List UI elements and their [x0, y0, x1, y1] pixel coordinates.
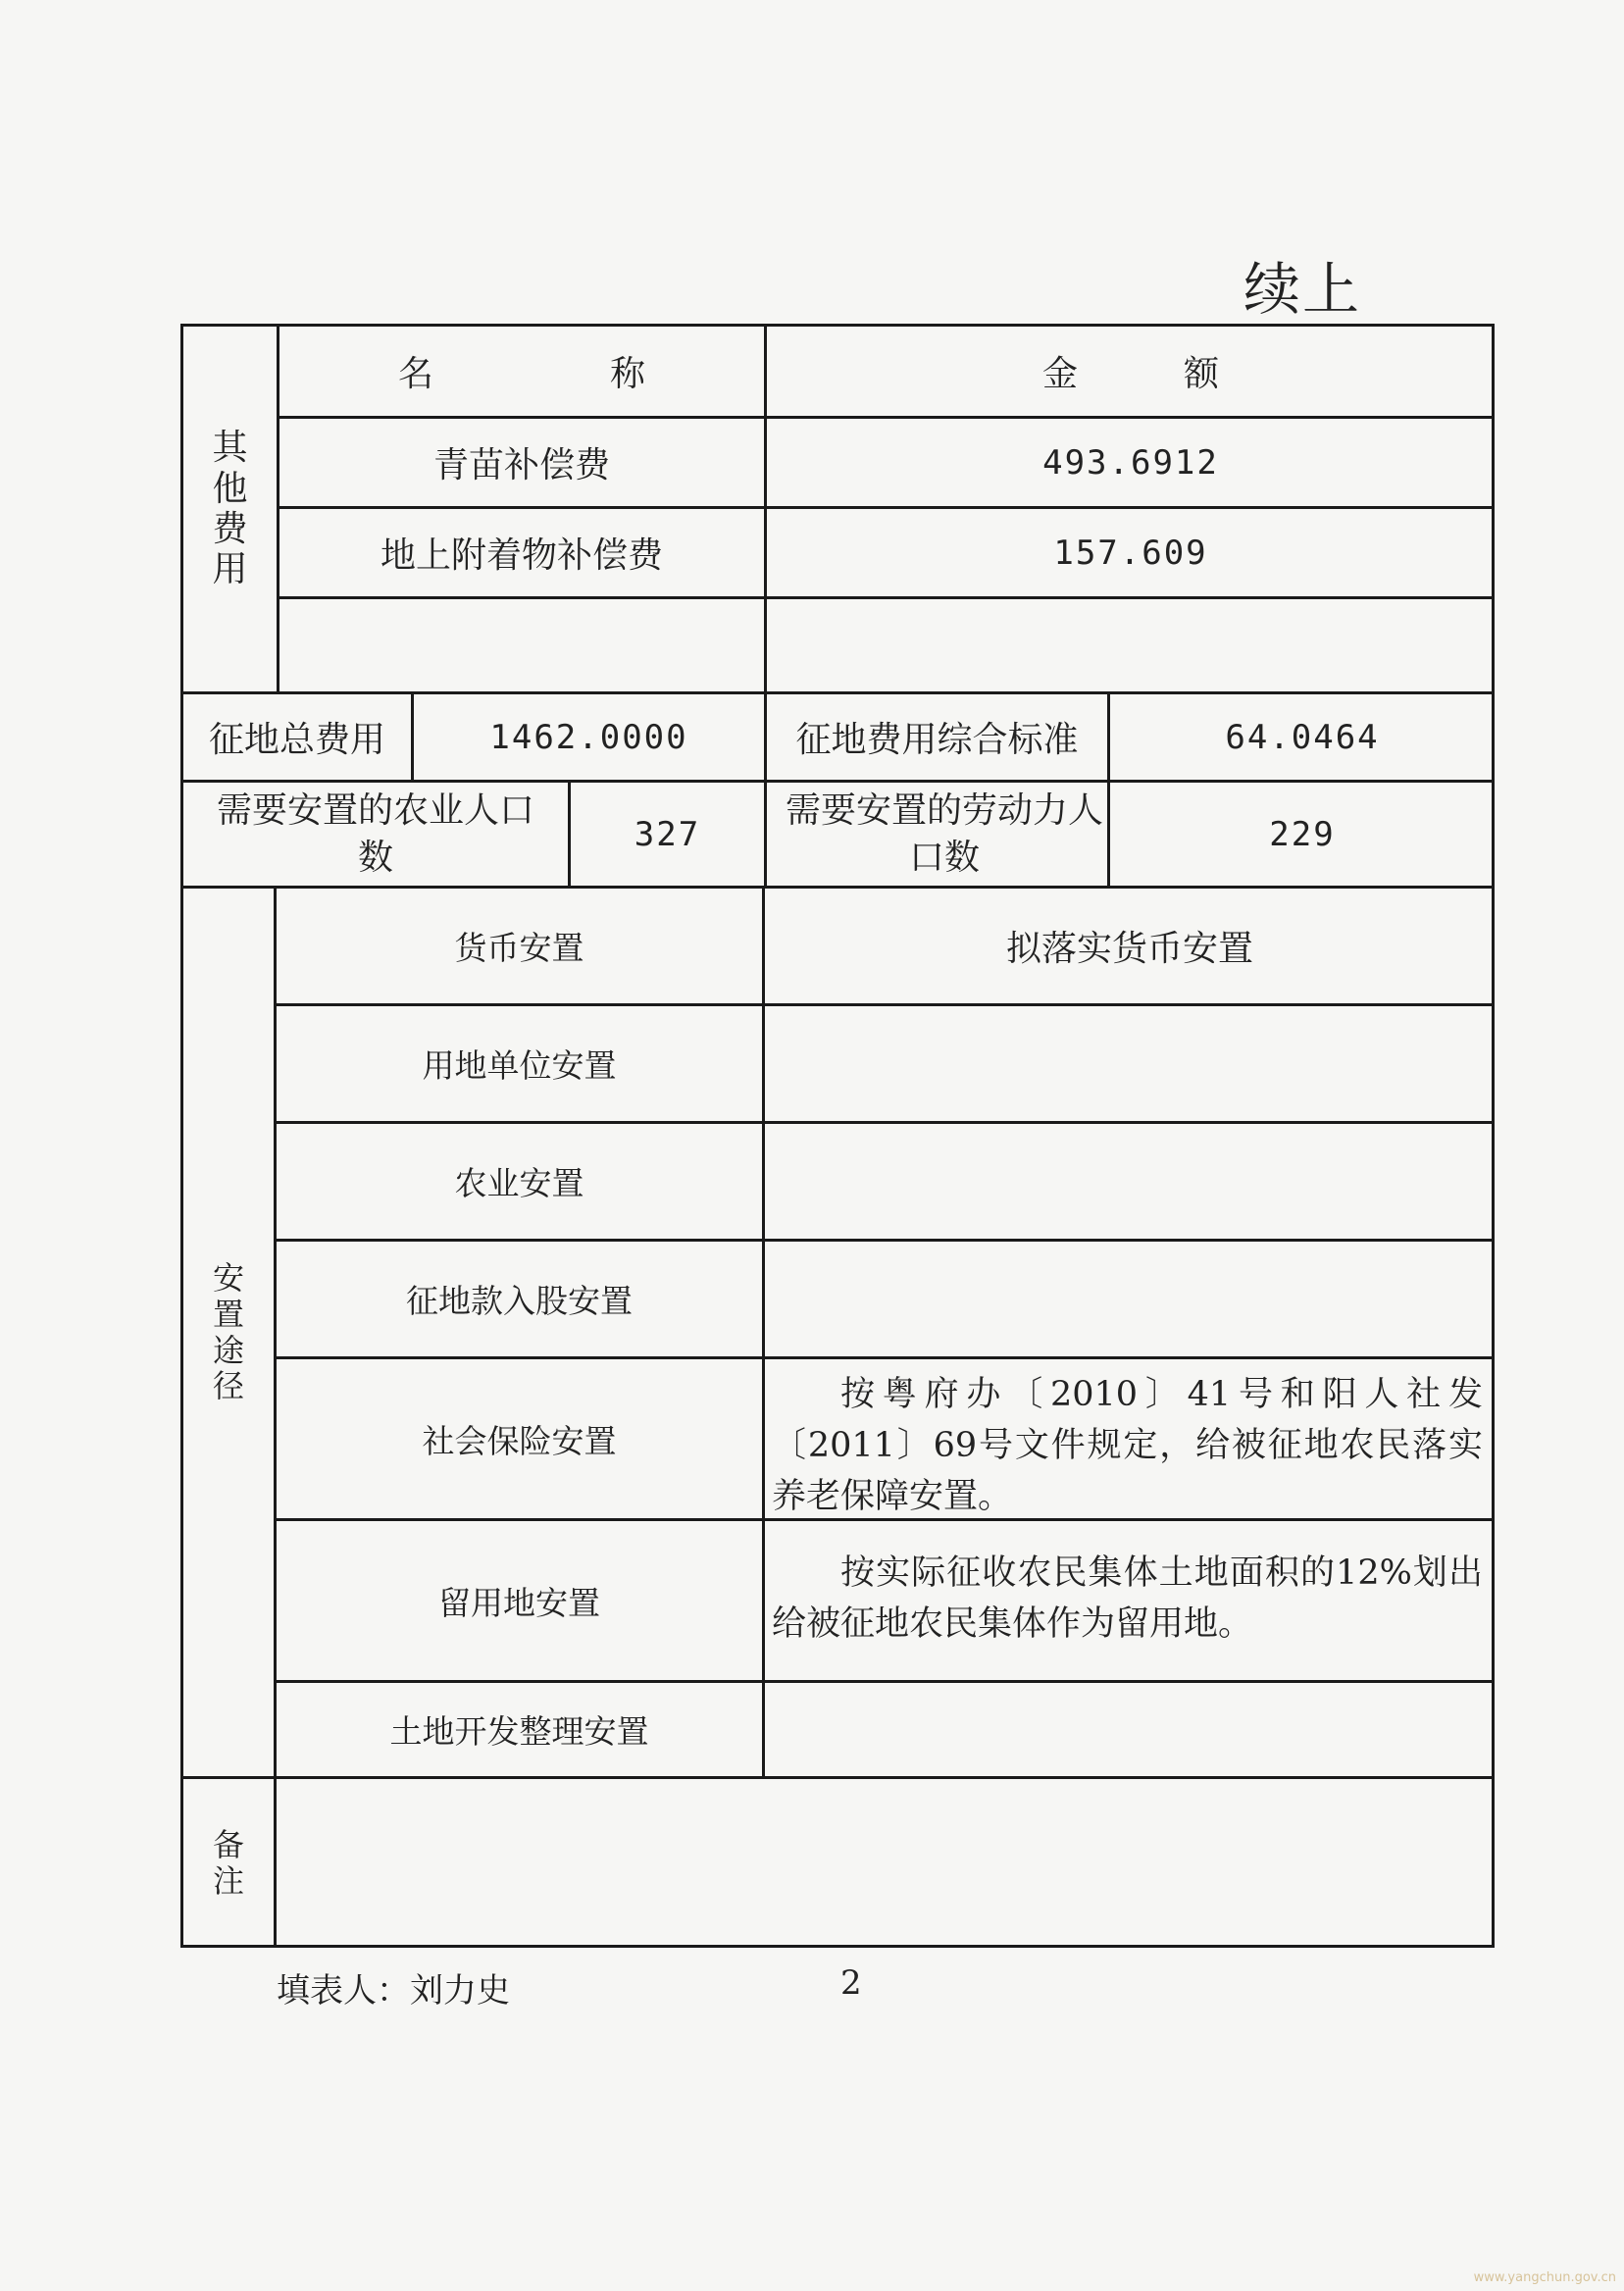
- resettle-method: 留用地安置: [438, 1583, 600, 1622]
- labor-population-value: 229: [1269, 814, 1336, 854]
- watermark: www.yangchun.gov.cn: [1473, 2270, 1616, 2285]
- total-fee-value: 1462.0000: [489, 717, 688, 757]
- resettle-method: 土地开发整理安置: [389, 1712, 649, 1751]
- fee-name: 地上附着物补偿费: [380, 535, 663, 576]
- resettle-detail: 按实际征收农民集体土地面积的12%划出给被征地农民集体作为留用地。: [772, 1553, 1483, 1644]
- header-name: 名 称: [397, 354, 645, 394]
- resettle-method: 征地款入股安置: [406, 1282, 633, 1320]
- resettle-detail: 拟落实货币安置: [1005, 929, 1253, 969]
- fee-amount: [767, 599, 1495, 691]
- fee-amount: 493.6912: [1042, 442, 1219, 483]
- standard-label: 征地费用综合标准: [795, 720, 1079, 760]
- resettle-detail: [765, 1242, 1495, 1356]
- total-fee-label: 征地总费用: [208, 720, 385, 760]
- land-acquisition-table: [180, 324, 1495, 1948]
- fee-name: 青苗补偿费: [432, 445, 610, 485]
- resettle-method: 农业安置: [454, 1164, 584, 1202]
- continued-label: 续上: [1243, 256, 1362, 323]
- remarks-value: [277, 1779, 1495, 1948]
- resettle-method: 货币安置: [454, 929, 584, 967]
- farm-population-label: 需要安置的农业人口数: [216, 789, 534, 878]
- resettle-detail: [765, 1683, 1495, 1776]
- fee-amount: 157.609: [1053, 533, 1208, 573]
- fee-name: [279, 599, 764, 691]
- other-fees-label: 其 他 费 用: [212, 428, 248, 590]
- resettle-detail: [765, 1006, 1495, 1121]
- page-number: 2: [840, 1963, 862, 2003]
- preparer: 填表人：刘力史: [277, 1971, 510, 2011]
- header-amount: 金 额: [1041, 354, 1219, 394]
- labor-population-label: 需要安置的劳动力人口数: [785, 789, 1103, 878]
- standard-value: 64.0464: [1225, 717, 1380, 757]
- farm-population-value: 327: [634, 814, 701, 854]
- remarks-label: 备 注: [212, 1826, 244, 1900]
- resettle-detail: [765, 1124, 1495, 1239]
- resettle-detail: 按粤府办〔2010〕41号和阳人社发〔2011〕69号文件规定，给被征地农民落实养老保障安置。: [772, 1375, 1483, 1516]
- resettlement-label: 安 置 途 径: [212, 1258, 244, 1405]
- resettle-method: 社会保险安置: [422, 1421, 617, 1460]
- resettle-method: 用地单位安置: [422, 1046, 617, 1085]
